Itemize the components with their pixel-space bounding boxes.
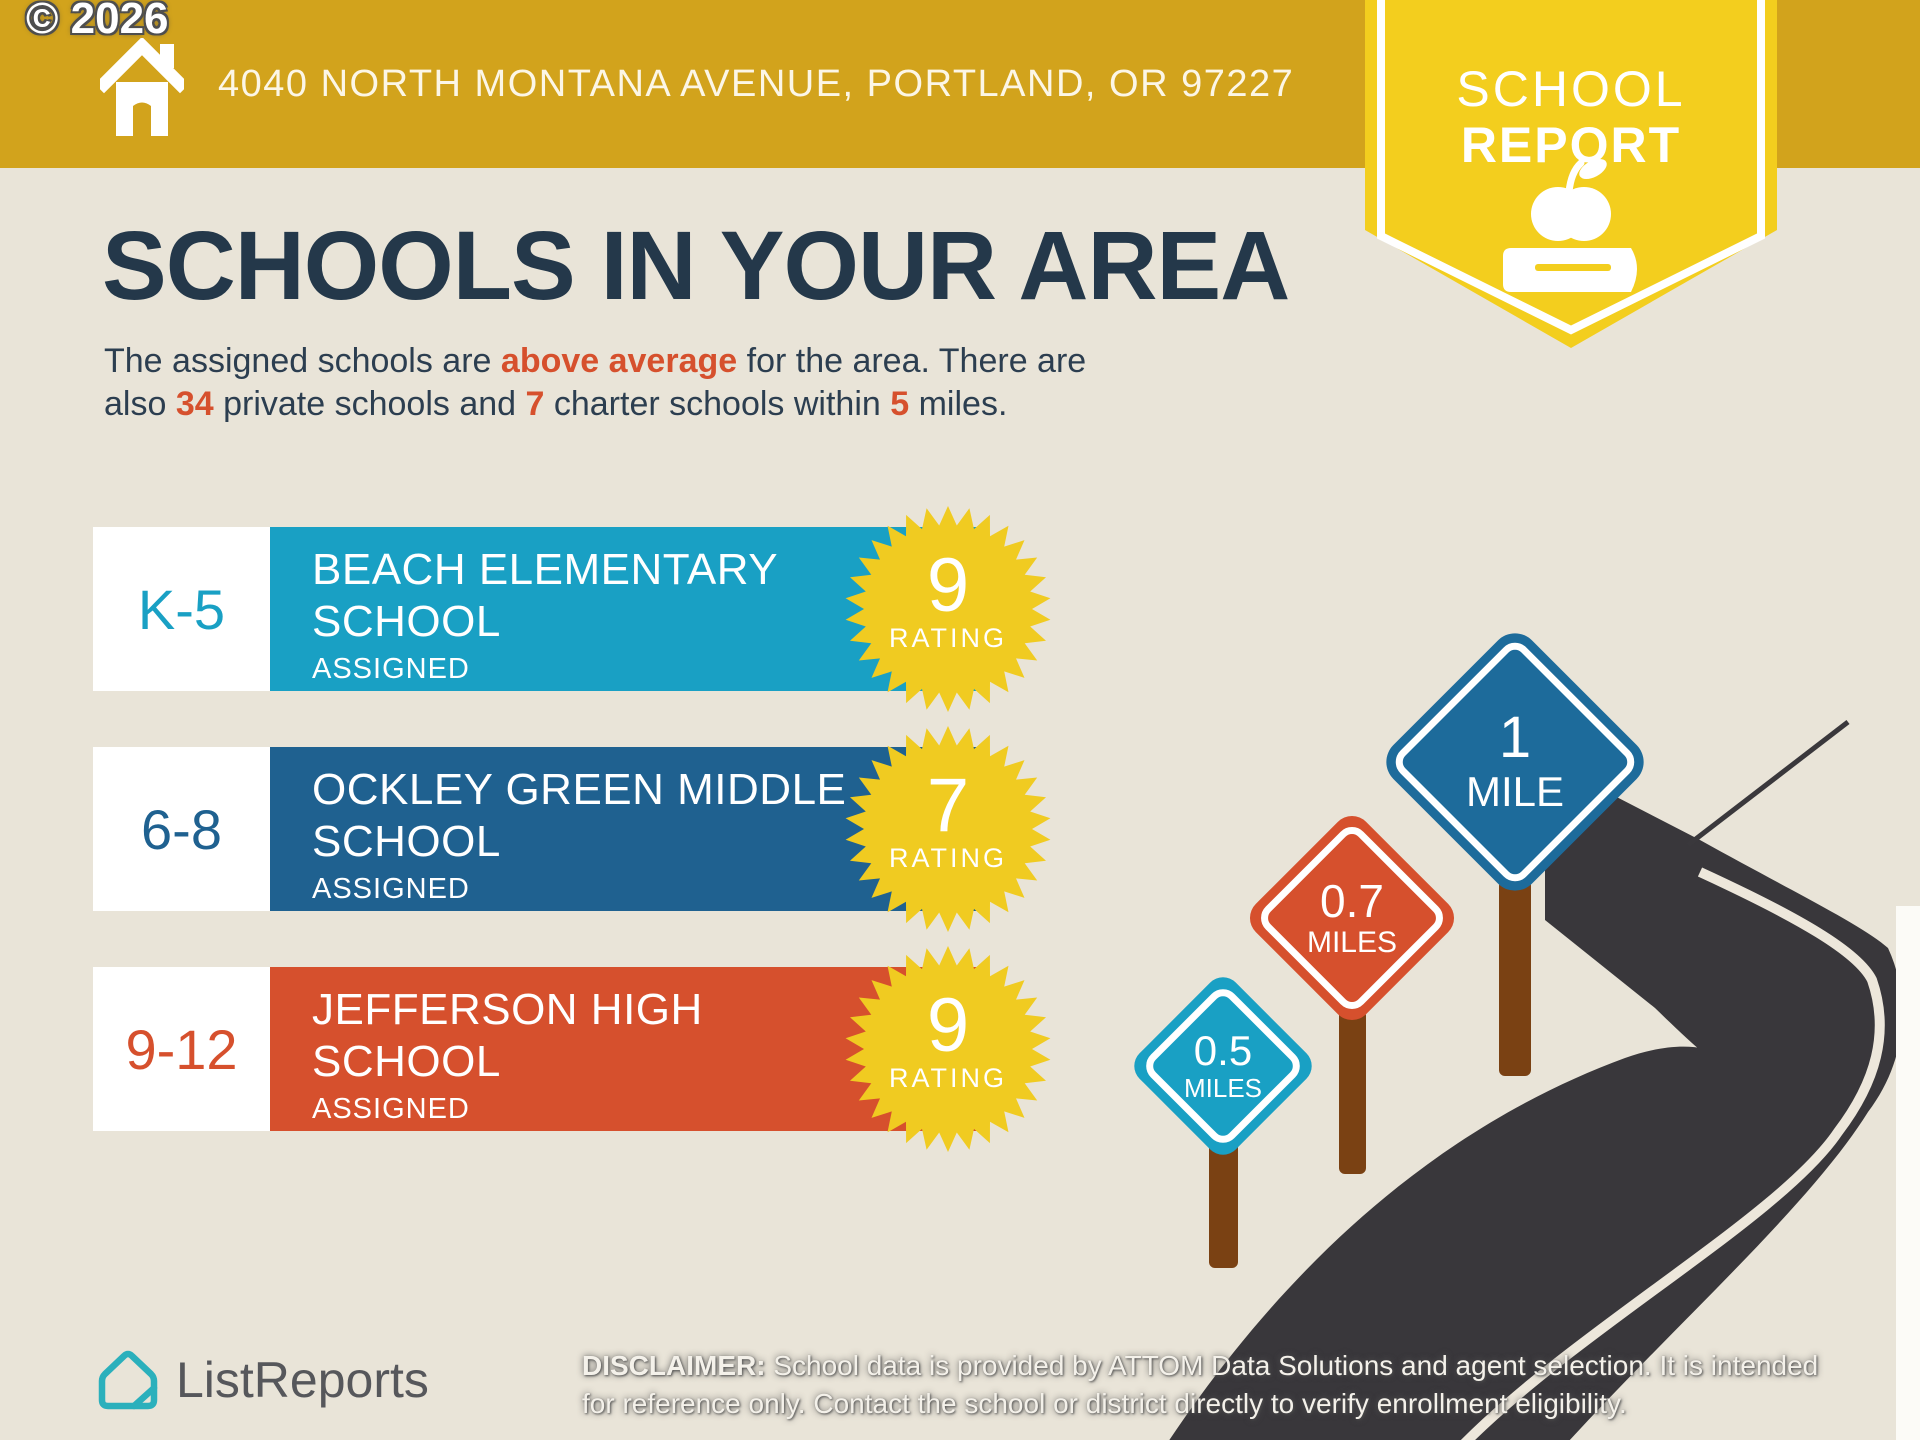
brand-logo <box>96 1348 429 1412</box>
grade-badge: 6-8 <box>93 747 270 911</box>
highlight-private-count: 34 <box>175 385 214 423</box>
rating-label: RATING <box>889 1063 1007 1093</box>
highlight-above-average: above average <box>500 342 738 380</box>
sign-value: 0.7 <box>1320 875 1384 927</box>
highlight-miles: 5 <box>890 385 910 423</box>
property-address: 4040 NORTH MONTANA AVENUE, PORTLAND, OR 97227 <box>218 62 1295 105</box>
rating-badge-elementary <box>843 504 1053 714</box>
pennant-shape <box>1365 0 1777 352</box>
intro-line2: also 34 private schools and 7 charter schools within 5 miles. <box>104 385 1008 423</box>
school-name: BEACH ELEMENTARY SCHOOL <box>312 545 779 646</box>
disclaimer-line1: DISCLAIMER: School data is provided by ATTOM Data Solutions and agent selection. It is intended <box>582 1350 1819 1381</box>
rating-label: RATING <box>889 623 1007 653</box>
disclaimer-text <box>582 1347 1882 1423</box>
highlight-charter-count: 7 <box>525 385 545 423</box>
sign-post-red <box>1339 1010 1366 1174</box>
sign-unit: MILES <box>1183 1073 1263 1103</box>
sign-unit: MILES <box>1306 926 1398 959</box>
school-name: JEFFERSON HIGH SCHOOL <box>312 985 703 1086</box>
rating-value: 7 <box>926 763 970 848</box>
intro-line1: The assigned schools are above average for the area. There are <box>104 342 1087 380</box>
distance-sign-05-miles <box>1127 970 1319 1162</box>
grade-badge: 9-12 <box>93 967 270 1131</box>
distance-sign-07-miles <box>1242 808 1463 1029</box>
horizon-line <box>1688 722 1848 845</box>
badge-title-line1: SCHOOL <box>1456 61 1686 117</box>
sign-value: 1 <box>1498 705 1532 770</box>
sign-unit: MILE <box>1465 768 1565 815</box>
rating-value: 9 <box>926 983 970 1068</box>
listreports-icon <box>96 1348 160 1412</box>
rating-value: 9 <box>926 543 970 628</box>
disclaimer-line2: for reference only. Contact the school or district directly to verify enrollment eligibility. <box>582 1388 1627 1419</box>
assigned-label: ASSIGNED <box>312 1093 470 1125</box>
sign-post-teal <box>1209 1142 1238 1268</box>
page-title: SCHOOLS IN YOUR AREA <box>102 211 1290 320</box>
copyright-watermark: © 2026 <box>26 0 169 43</box>
grade-badge: K-5 <box>93 527 270 691</box>
book-icon <box>1503 248 1637 292</box>
sign-post-blue <box>1499 880 1531 1076</box>
rating-badge-middle <box>843 724 1053 934</box>
assigned-label: ASSIGNED <box>312 653 470 685</box>
white-edge-strip <box>1896 906 1920 1440</box>
assigned-label: ASSIGNED <box>312 873 470 905</box>
badge-title-line2: REPORT <box>1460 117 1682 173</box>
school-name: OCKLEY GREEN MIDDLE SCHOOL <box>312 765 847 866</box>
school-report-badge <box>1365 0 1777 352</box>
rating-badge-high <box>843 944 1053 1154</box>
brand-name: ListReports <box>176 1352 429 1408</box>
rating-label: RATING <box>889 843 1007 873</box>
sign-value: 0.5 <box>1193 1027 1253 1074</box>
